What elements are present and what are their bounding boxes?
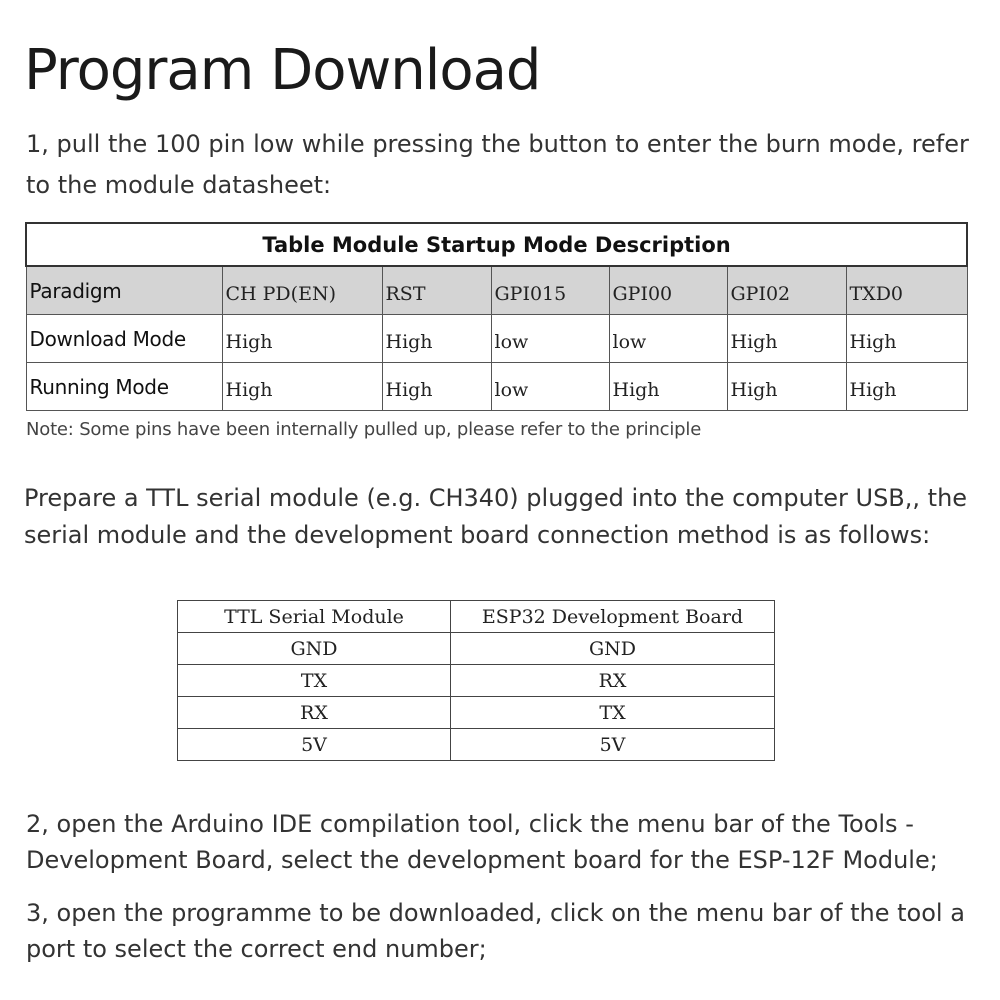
step-1-text: 1, pull the 100 pin low while pressing the button to enter the burn mode, refer to the module datasheet: — [26, 130, 969, 199]
row-label-running: Running Mode — [26, 363, 222, 411]
step-2-text: 2, open the Arduino IDE compilation tool, click the menu bar of the Tools - Development Board, select the development board for the ESP-12F Module; — [26, 810, 938, 874]
row-label-download: Download Mode — [26, 315, 222, 363]
prep-text: Prepare a TTL serial module (e.g. CH340) plugged into the computer USB,, the serial module and the development board connection method is as follows: — [24, 484, 968, 549]
connection-table — [177, 600, 775, 761]
table-cell: TX — [178, 665, 451, 697]
header-gpio0: GPI00 — [609, 266, 727, 315]
step-3-text: 3, open the programme to be downloaded, click on the menu bar of the tool a port to select the correct end number; — [26, 899, 965, 963]
table-row — [178, 633, 775, 665]
header-esp32-board: ESP32 Development Board — [451, 601, 775, 633]
note-text: Note: Some pins have been internally pulled up, please refer to the principle — [26, 419, 702, 440]
table-cell: GND — [451, 633, 775, 665]
table-cell: High — [222, 315, 382, 363]
header-rst: RST — [382, 266, 491, 315]
table-header-row — [178, 601, 775, 633]
header-ttl-module: TTL Serial Module — [178, 601, 451, 633]
table-cell: High — [382, 315, 491, 363]
table-cell: 5V — [451, 729, 775, 761]
table-cell: RX — [451, 665, 775, 697]
table-cell: RX — [178, 697, 451, 729]
table-row — [26, 363, 967, 411]
startup-mode-table — [25, 222, 968, 411]
table-cell: High — [727, 315, 846, 363]
table-cell: High — [846, 363, 967, 411]
table-cell: 5V — [178, 729, 451, 761]
header-gpio15: GPI015 — [491, 266, 609, 315]
table-header-row — [26, 266, 967, 315]
table-row — [178, 729, 775, 761]
table-cell: TX — [451, 697, 775, 729]
table-cell: GND — [178, 633, 451, 665]
table-cell: High — [222, 363, 382, 411]
table-row — [178, 665, 775, 697]
table-cell: low — [609, 315, 727, 363]
table-cell: low — [491, 315, 609, 363]
table-cell: High — [727, 363, 846, 411]
header-paradigm: Paradigm — [26, 266, 222, 315]
table-cell: High — [382, 363, 491, 411]
header-txd0: TXD0 — [846, 266, 967, 315]
table-caption: Table Module Startup Mode Description — [26, 223, 967, 266]
table-cell: low — [491, 363, 609, 411]
header-gpio2: GPI02 — [727, 266, 846, 315]
table-cell: High — [609, 363, 727, 411]
table-cell: High — [846, 315, 967, 363]
table-row — [26, 315, 967, 363]
header-ch-pd: CH PD(EN) — [222, 266, 382, 315]
table-row — [178, 697, 775, 729]
page-title: Program Download — [24, 38, 541, 103]
